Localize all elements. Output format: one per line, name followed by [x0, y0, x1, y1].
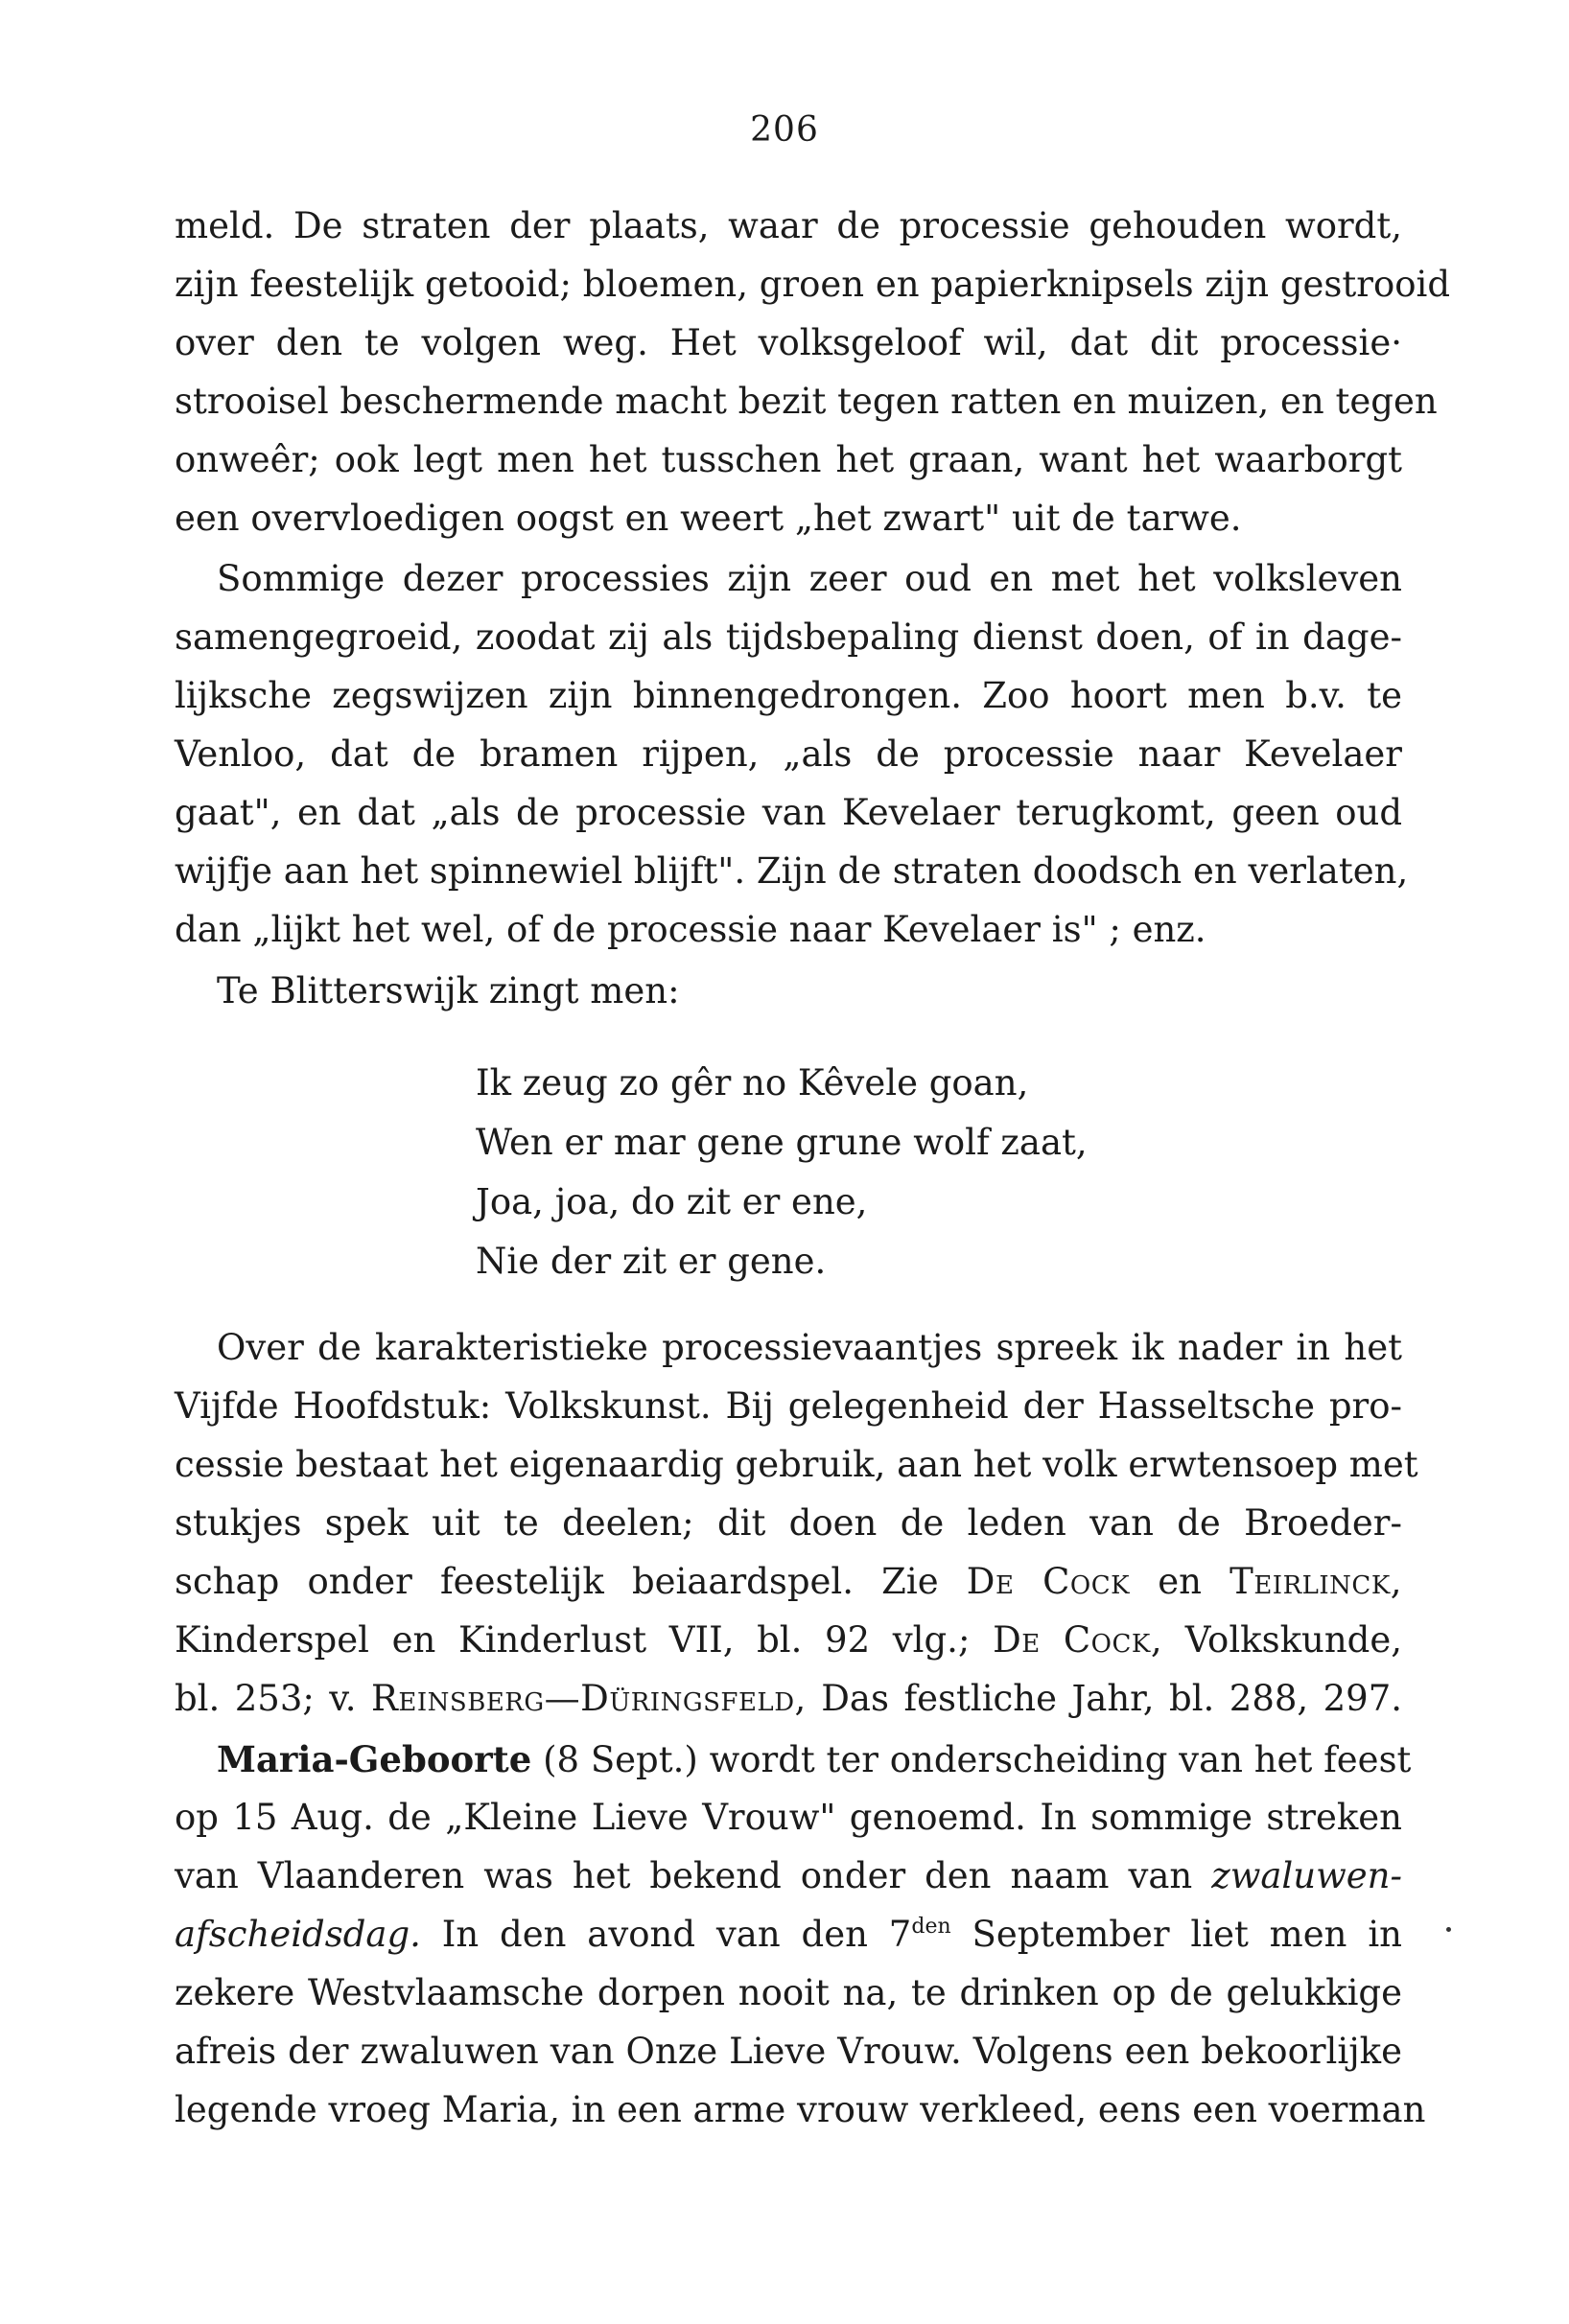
verse-line: Joa, joa, do zit er ene, — [476, 1181, 868, 1222]
text-run: van Vlaanderen was het bekend onder den naam van — [175, 1855, 1193, 1896]
author-name: Reinsberg—Düringsfeld, — [371, 1678, 807, 1719]
text-line: wijfje aan het spinnewiel blijft". Zijn de straten doodsch en verlaten, — [175, 850, 1409, 892]
author-name: De Cock, — [993, 1619, 1163, 1661]
text-run: schap onder feestelijk beiaardspel. Zie — [175, 1561, 939, 1602]
text-line: Venloo, dat de bramen rijpen, „als de processie naar Kevelaer — [175, 733, 1402, 775]
text-line — [175, 1676, 1402, 1722]
superscript: den — [911, 1915, 951, 1939]
author-name: De Cock — [966, 1561, 1131, 1602]
verse-line: Nie der zit er gene. — [476, 1241, 827, 1282]
text-run — [442, 1914, 951, 1955]
text-line: Te Blitterswijk zingt men: — [217, 970, 680, 1011]
author-name: Teirlinck, — [1229, 1561, 1403, 1602]
emphasis: zwaluwen- — [1211, 1855, 1402, 1896]
text-run: Das festliche Jahr, bl. 288, 297. — [821, 1678, 1403, 1719]
text-line: Vijfde Hoofdstuk: Volkskunst. Bij gelegenheid der Hasseltsche pro- — [175, 1385, 1402, 1427]
text-line: dan „lijkt het wel, of de processie naar Kevelaer is" ; enz. — [175, 909, 1206, 950]
text-line: cessie bestaat het eigenaardig gebruik, aan het volk erwtensoep met — [175, 1444, 1418, 1485]
text-run: (8 Sept.) wordt ter onderscheiding van het feest — [543, 1739, 1412, 1780]
text-line: gaat", en dat „als de processie van Kevelaer terugkomt, geen oud — [175, 792, 1402, 833]
text-run: September liet men in — [972, 1914, 1402, 1955]
text-line: meld. De straten der plaats, waar de processie gehouden wordt, — [175, 205, 1402, 246]
text-run: en — [1158, 1561, 1202, 1602]
text-run: In den avond van den 7 — [441, 1914, 912, 1955]
text-line — [175, 1853, 1402, 1899]
text-line: zekere Westvlaamsche dorpen nooit na, te drinken op de gelukkige — [175, 1972, 1402, 2013]
text-line: op 15 Aug. de „Kleine Lieve Vrouw" genoemd. In sommige streken — [175, 1797, 1402, 1838]
verse-line: Wen er mar gene grune wolf zaat, — [476, 1122, 1088, 1163]
section-heading: Maria-Geboorte — [217, 1738, 532, 1780]
text-line — [175, 1559, 1402, 1605]
text-line: strooisel beschermende macht bezit tegen ratten en muizen, en tegen — [175, 381, 1438, 422]
text-line: Over de karakteristieke processievaantjes spreek ik nader in het — [217, 1327, 1402, 1368]
text-run: Kinderspel en Kinderlust VII, bl. 92 vlg.; — [175, 1619, 971, 1661]
text-line: legende vroeg Maria, in een arme vrouw verkleed, eens een voerman — [175, 2089, 1426, 2130]
text-line: onweêr; ook legt men het tusschen het graan, want het waarborgt — [175, 439, 1402, 480]
text-line: afreis der zwaluwen van Onze Lieve Vrouw. Volgens een bekoorlijke — [175, 2031, 1402, 2072]
text-run: Volkskunde, — [1184, 1619, 1402, 1661]
text-line — [175, 1912, 1402, 1958]
text-line: zijn feestelijk getooid; bloemen, groen en papierknipsels zijn gestrooid — [175, 264, 1451, 305]
text-line: samengegroeid, zoodat zij als tijdsbepaling dienst doen, of in dage- — [175, 616, 1402, 658]
text-line: een overvloedigen oogst en weert „het zwart" uit de tarwe. — [175, 498, 1242, 539]
text-run: bl. 253; v. — [175, 1678, 357, 1719]
page-number: 206 — [750, 110, 819, 150]
text-line — [175, 1617, 1402, 1663]
text-line — [217, 1736, 1412, 1783]
emphasis: afscheidsdag. — [175, 1914, 421, 1955]
text-line: Sommige dezer processies zijn zeer oud en met het volksleven — [217, 558, 1402, 599]
print-speck — [1446, 1927, 1451, 1932]
text-line: over den te volgen weg. Het volksgeloof wil, dat dit processie· — [175, 322, 1402, 363]
text-line: lijksche zegswijzen zijn binnengedrongen. Zoo hoort men b.v. te — [175, 675, 1402, 716]
text-line: stukjes spek uit te deelen; dit doen de leden van de Broeder- — [175, 1502, 1402, 1544]
verse-line: Ik zeug zo gêr no Kêvele goan, — [476, 1062, 1029, 1104]
